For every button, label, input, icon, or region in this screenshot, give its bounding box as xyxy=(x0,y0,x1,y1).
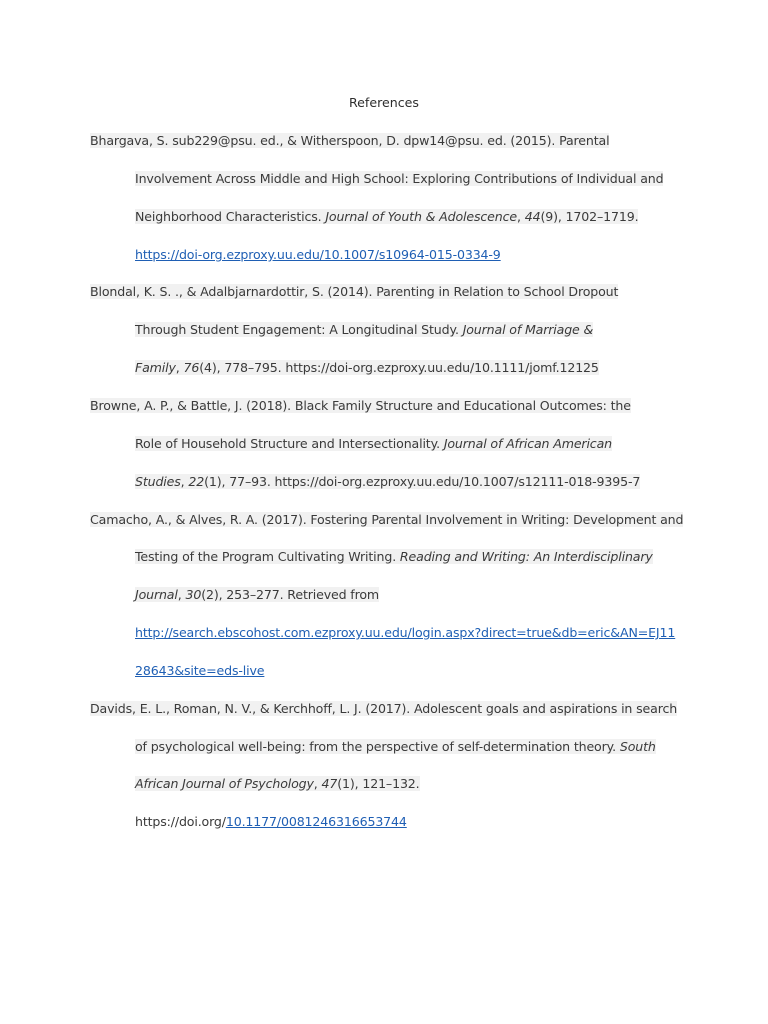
reference-italic-text: Journal of Marriage & xyxy=(462,322,594,337)
reference-text: Through Student Engagement: A Longitudinal Study. xyxy=(135,322,463,337)
reference-continuation-line xyxy=(135,245,501,265)
reference-text: Camacho, A., & Alves, R. A. (2017). Fostering Parental Involvement in Writing: Development and xyxy=(90,512,684,527)
reference-text: Role of Household Structure and Intersectionality. xyxy=(135,436,444,451)
reference-text: , xyxy=(516,209,525,224)
reference-text: Neighborhood Characteristics. xyxy=(135,209,326,224)
reference-text: , xyxy=(180,474,189,489)
reference-italic-text: Journal of Youth & Adolescence xyxy=(325,209,517,224)
reference-text: Testing of the Program Cultivating Writing. xyxy=(135,549,400,564)
reference-text: https://doi.org/ xyxy=(135,814,226,829)
reference-italic-text: African Journal of Psychology xyxy=(135,776,314,791)
reference-link[interactable]: 10.1177/0081246316653744 xyxy=(225,814,407,829)
reference-first-line xyxy=(90,699,677,719)
reference-continuation-line xyxy=(135,737,656,757)
reference-link[interactable]: 28643&site=eds-live xyxy=(135,663,265,678)
reference-italic-text: Journal xyxy=(135,587,178,602)
reference-text: Involvement Across Middle and High School: Exploring Contributions of Individual and xyxy=(135,171,664,186)
reference-text: , xyxy=(177,587,186,602)
reference-italic-text: Studies xyxy=(135,474,181,489)
reference-text: (4), 778–795. https://doi-org.ezproxy.uu.edu/10.1111/jomf.12125 xyxy=(199,360,599,375)
reference-continuation-line xyxy=(135,547,653,567)
reference-text: Browne, A. P., & Battle, J. (2018). Black Family Structure and Educational Outcomes: the xyxy=(90,398,631,413)
reference-text: (9), 1702–1719. xyxy=(540,209,639,224)
reference-text: , xyxy=(175,360,184,375)
reference-continuation-line xyxy=(135,358,599,378)
reference-italic-text: 47 xyxy=(321,776,338,791)
reference-continuation-line xyxy=(135,472,640,492)
reference-first-line xyxy=(90,396,631,416)
reference-continuation-line xyxy=(135,434,612,454)
reference-first-line xyxy=(90,131,609,151)
reference-text: , xyxy=(313,776,322,791)
reference-continuation-line xyxy=(135,623,675,643)
reference-continuation-line xyxy=(135,320,593,340)
reference-text: (1), 121–132. xyxy=(337,776,420,791)
reference-text: of psychological well-being: from the perspective of self-determination theory. xyxy=(135,739,620,754)
reference-text: (1), 77–93. https://doi-org.ezproxy.uu.edu/10.1007/s12111-018-9395-7 xyxy=(204,474,641,489)
reference-continuation-line xyxy=(135,585,379,605)
reference-text: (2), 253–277. Retrieved from xyxy=(201,587,380,602)
reference-continuation-line xyxy=(135,169,663,189)
reference-italic-text: Reading and Writing: An Interdisciplinary xyxy=(399,549,653,564)
reference-continuation-line xyxy=(135,207,638,227)
reference-first-line xyxy=(90,510,683,530)
page-title: References xyxy=(349,95,419,110)
reference-continuation-line xyxy=(135,661,264,681)
reference-italic-text: Family xyxy=(135,360,176,375)
reference-italic-text: Journal of African American xyxy=(443,436,612,451)
reference-text: Bhargava, S. sub229@psu. ed., & Witherspoon, D. dpw14@psu. ed. (2015). Parental xyxy=(90,133,610,148)
reference-italic-text: South xyxy=(619,739,656,754)
reference-italic-text: 22 xyxy=(188,474,205,489)
reference-italic-text: 30 xyxy=(185,587,202,602)
reference-continuation-line xyxy=(135,774,420,794)
reference-first-line xyxy=(90,282,618,302)
reference-italic-text: 76 xyxy=(183,360,200,375)
reference-continuation-line xyxy=(135,812,407,832)
reference-link[interactable]: https://doi-org.ezproxy.uu.edu/10.1007/s10964-015-0334-9 xyxy=(135,247,501,262)
reference-text: Blondal, K. S. ., & Adalbjarnardottir, S. (2014). Parenting in Relation to School Dropout xyxy=(90,284,619,299)
reference-link[interactable]: http://search.ebscohost.com.ezproxy.uu.edu/login.aspx?direct=true&db=eric&AN=EJ11 xyxy=(135,625,676,640)
reference-text: Davids, E. L., Roman, N. V., & Kerchhoff, L. J. (2017). Adolescent goals and aspirations in search xyxy=(90,701,678,716)
reference-italic-text: 44 xyxy=(524,209,541,224)
